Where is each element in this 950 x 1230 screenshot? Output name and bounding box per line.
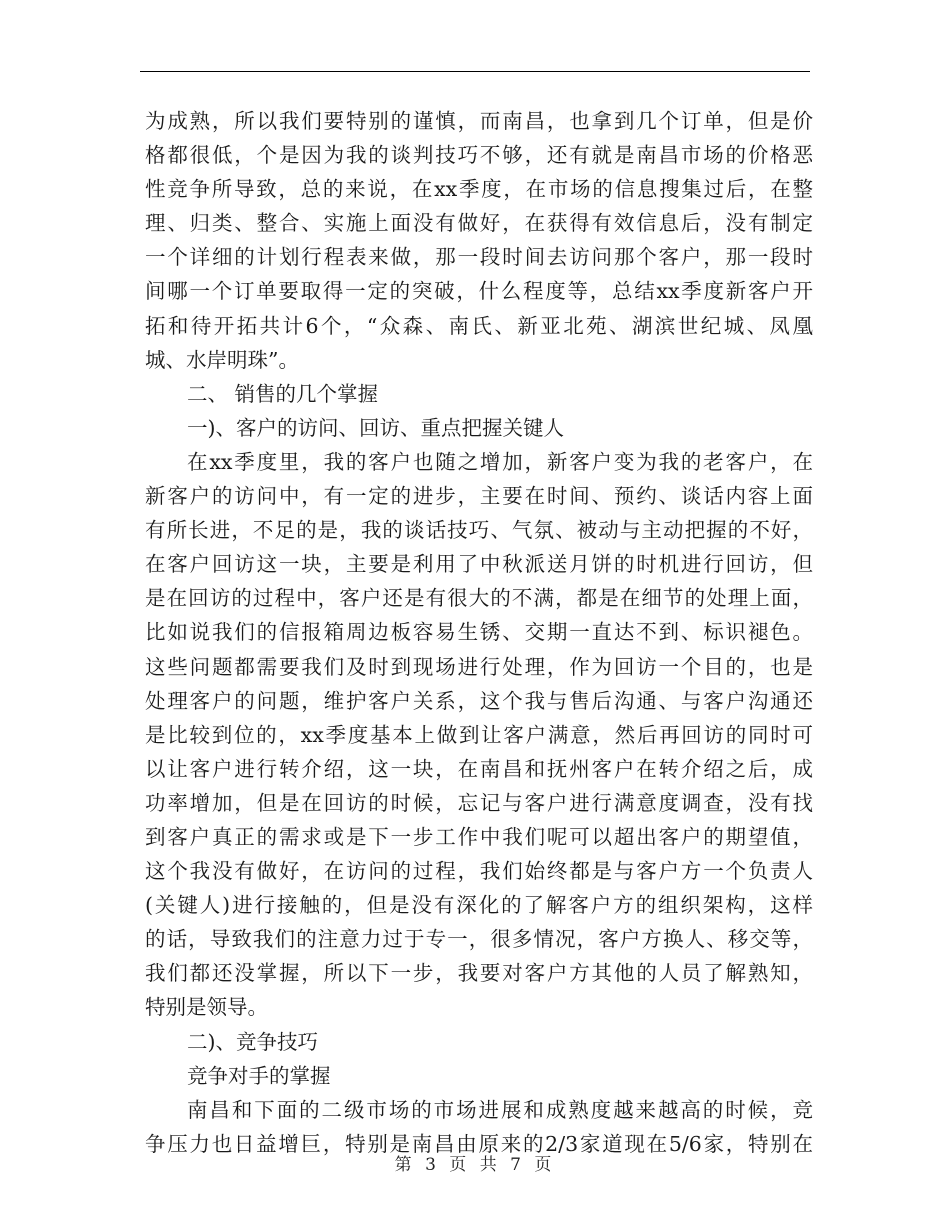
page-number: 第 3 页 共 7 页 — [394, 1155, 556, 1175]
text-line: 比如说我们的信报箱周边板容易生锈、交期一直达不到、标识褪色。 — [145, 620, 813, 645]
text-line: 我们都还没掌握，所以下一步，我要对客户方其他的人员了解熟知， — [145, 961, 813, 986]
document-body — [145, 104, 813, 1161]
text-line: 到客户真正的需求或是下一步工作中我们呢可以超出客户的期望值， — [145, 824, 813, 849]
text-line: 处理客户的问题，维护客户关系，这个我与售后沟通、与客户沟通还 — [145, 688, 813, 713]
text-line: 特别是领导。 — [145, 995, 268, 1020]
text-line: 的话，导致我们的注意力过于专一，很多情况，客户方换人、移交等， — [145, 927, 813, 952]
subsection-heading: 一)、客户的访问、回访、重点把握关键人 — [187, 415, 564, 440]
text-line: 拓和待开拓共计6个，“众森、南氏、新亚北苑、湖滨世纪城、凤凰 — [145, 313, 813, 338]
text-line: 争压力也日益增巨，特别是南昌由原来的2/3家道现在5/6家，特别在 — [145, 1131, 813, 1156]
text-line: 是在回访的过程中，客户还是有很大的不满，都是在细节的处理上面， — [145, 586, 813, 611]
text-line: 理、归类、整合、实施上面没有做好，在获得有效信息后，没有制定 — [145, 211, 813, 236]
text-line: (关键人)进行接触的，但是没有深化的了解客户方的组织架构，这样 — [145, 893, 813, 918]
text-line: 新客户的访问中，有一定的进步，主要在时间、预约、谈话内容上面 — [145, 484, 813, 509]
text-line: 城、水岸明珠”。 — [145, 347, 299, 372]
text-line: 功率增加，但是在回访的时候，忘记与客户进行满意度调查，没有找 — [145, 790, 813, 815]
text-line: 是比较到位的，xx季度基本上做到让客户满意，然后再回访的同时可 — [145, 722, 813, 747]
section-heading: 二、 销售的几个掌握 — [187, 381, 379, 406]
text-line: 在xx季度里，我的客户也随之增加，新客户变为我的老客户，在 — [187, 449, 813, 474]
text-line: 以让客户进行转介绍，这一块，在南昌和抚州客户在转介绍之后，成 — [145, 756, 813, 781]
text-line: 这个我没有做好，在访问的过程，我们始终都是与客户方一个负责人 — [145, 859, 813, 884]
header-rule — [140, 71, 810, 72]
subsection-heading: 竞争对手的掌握 — [187, 1063, 331, 1088]
text-line: 为成熟，所以我们要特别的谨慎，而南昌，也拿到几个订单，但是价 — [145, 109, 813, 133]
text-line: 有所长进，不足的是，我的谈话技巧、气氛、被动与主动把握的不好， — [145, 518, 813, 543]
text-line: 南昌和下面的二级市场的市场进展和成熟度越来越高的时候，竞 — [187, 1097, 813, 1122]
text-line: 一个详细的计划行程表来做，那一段时间去访问那个客户，那一段时 — [145, 245, 813, 270]
text-line: 间哪一个订单要取得一定的突破，什么程度等，总结xx季度新客户开 — [145, 279, 813, 304]
text-line: 在客户回访这一块，主要是利用了中秋派送月饼的时机进行回访，但 — [145, 552, 813, 577]
text-line: 性竞争所导致，总的来说，在xx季度，在市场的信息搜集过后，在整 — [145, 177, 813, 202]
subsection-heading: 二)、竞争技巧 — [187, 1029, 318, 1054]
text-line: 格都很低，个是因为我的谈判技巧不够，还有就是南昌市场的价格恶 — [145, 143, 813, 168]
text-line: 这些问题都需要我们及时到现场进行处理，作为回访一个目的，也是 — [145, 654, 813, 679]
